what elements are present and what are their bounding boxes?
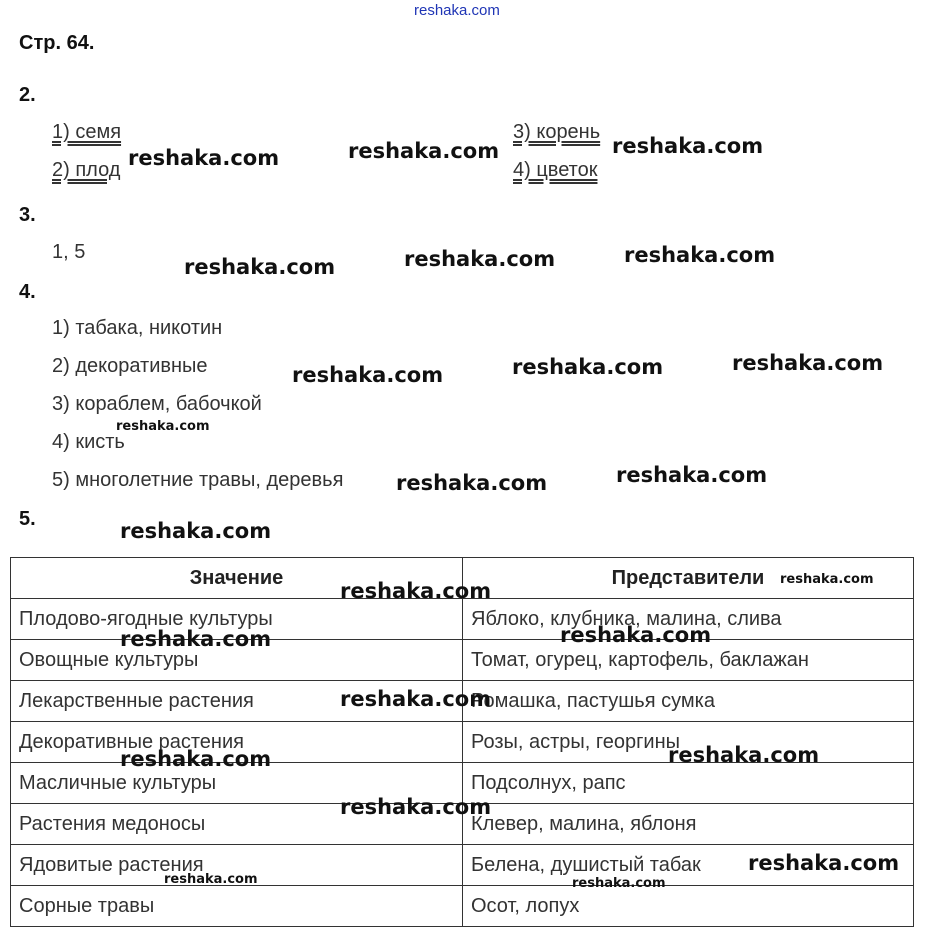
watermark: reshaka.com (164, 872, 258, 887)
representatives-cell: Подсолнух, рапс (463, 763, 914, 804)
watermark: reshaka.com (116, 419, 210, 434)
table-row (11, 681, 914, 722)
watermark: reshaka.com (120, 747, 272, 771)
task-5-number: 5. (19, 508, 36, 530)
meaning-cell: Декоративные растения (11, 722, 463, 763)
watermark: reshaka.com (732, 351, 884, 375)
watermark: reshaka.com (616, 463, 768, 487)
task-4-number: 4. (19, 281, 36, 303)
page-title: Стр. 64. (19, 32, 95, 54)
table-row (11, 722, 914, 763)
watermark: reshaka.com (396, 471, 548, 495)
watermark: reshaka.com (780, 572, 874, 587)
watermark: reshaka.com (184, 255, 336, 279)
task-4-answer-3: 3) кораблем, бабочкой (52, 393, 262, 415)
meaning-cell: Сорные травы (11, 886, 463, 927)
task-3-number: 3. (19, 204, 36, 226)
watermark: reshaka.com (340, 687, 492, 711)
watermark: reshaka.com (668, 743, 820, 767)
header-watermark: reshaka.com (414, 2, 500, 19)
representatives-cell: Яблоко, клубника, малина, слива (463, 599, 914, 640)
table-row (11, 763, 914, 804)
meaning-cell: Плодово-ягодные культуры (11, 599, 463, 640)
watermark: reshaka.com (340, 795, 492, 819)
watermark: reshaka.com (128, 146, 280, 170)
meaning-cell: Растения медоносы (11, 804, 463, 845)
watermark: reshaka.com (120, 627, 272, 651)
task-2-answer-2: 2) плод (52, 159, 121, 181)
representatives-cell: Ромашка, пастушья сумка (463, 681, 914, 722)
representatives-cell: Осот, лопух (463, 886, 914, 927)
table-header-row (11, 558, 914, 599)
task-3-answer: 1, 5 (52, 241, 86, 263)
table-row (11, 845, 914, 886)
watermark: reshaka.com (624, 243, 776, 267)
task-2-answer-4: 4) цветок (513, 159, 598, 181)
meaning-cell: Ядовитые растения (11, 845, 463, 886)
meaning-cell: Лекарственные растения (11, 681, 463, 722)
representatives-cell: Клевер, малина, яблоня (463, 804, 914, 845)
task-2-answer-1: 1) семя (52, 121, 122, 143)
task-4-answer-4: 4) кисть (52, 431, 125, 453)
column-header-meaning: Значение (11, 558, 463, 599)
task-2-answer-3: 3) корень (513, 121, 601, 143)
task-2-number: 2. (19, 84, 36, 106)
representatives-cell: Розы, астры, георгины (463, 722, 914, 763)
watermark: reshaka.com (404, 247, 556, 271)
task-4-answer-2: 2) декоративные (52, 355, 208, 377)
table-row (11, 886, 914, 927)
watermark: reshaka.com (612, 134, 764, 158)
watermark: reshaka.com (572, 876, 666, 891)
task-4-answer-5: 5) многолетние травы, деревья (52, 469, 344, 491)
watermark: reshaka.com (748, 851, 900, 875)
meaning-cell: Масличные культуры (11, 763, 463, 804)
watermark: reshaka.com (560, 623, 712, 647)
representatives-cell: Томат, огурец, картофель, баклажан (463, 640, 914, 681)
representatives-cell: Белена, душистый табак (463, 845, 914, 886)
meaning-cell: Овощные культуры (11, 640, 463, 681)
watermark: reshaka.com (340, 579, 492, 603)
table-row (11, 640, 914, 681)
watermark: reshaka.com (512, 355, 664, 379)
task-4-answer-1: 1) табака, никотин (52, 317, 223, 339)
table-row (11, 599, 914, 640)
watermark: reshaka.com (292, 363, 444, 387)
table-row (11, 804, 914, 845)
column-header-representatives: Представители (463, 558, 914, 599)
plants-meaning-table (10, 557, 914, 927)
watermark: reshaka.com (348, 139, 500, 163)
watermark: reshaka.com (120, 519, 272, 543)
